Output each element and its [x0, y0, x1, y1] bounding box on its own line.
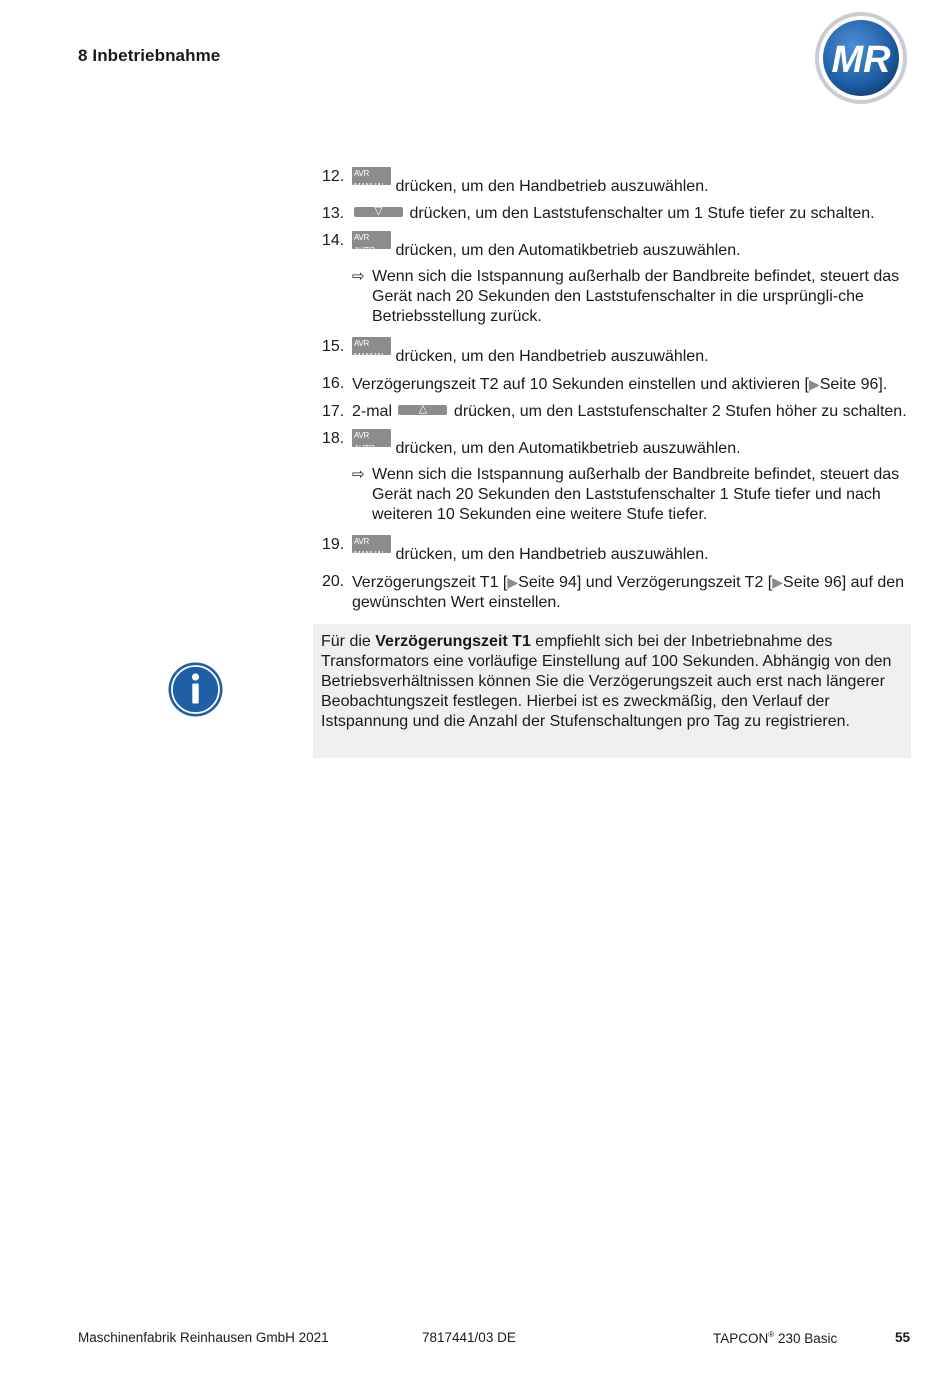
xref-arrow-icon: ▶ — [808, 376, 820, 392]
step-13: 13. ▽ drücken, um den Laststufenschalter um 1 Stufe tiefer zu schalten. — [322, 205, 875, 222]
avr-manual-key-icon: AVR MANUAL — [352, 167, 391, 185]
step-list — [322, 167, 917, 620]
cross-reference-link[interactable]: Seite 96 — [819, 376, 879, 393]
xref-arrow-icon: ▶ — [507, 574, 519, 590]
lower-key-icon: ▽ — [354, 207, 403, 217]
mr-logo — [813, 10, 909, 106]
step-15: 15. AVR MANUAL drücken, um den Handbetrieb auszuwählen. — [322, 338, 709, 365]
raise-key-icon: △ — [398, 405, 447, 415]
page-number: 55 — [895, 1330, 911, 1345]
footer-company: Maschinenfabrik Reinhausen GmbH 2021 — [78, 1330, 329, 1345]
step-18: 18. AVR AUTO drücken, um den Automatikbetrieb auszuwählen. — [322, 430, 741, 457]
logo-text: MR — [831, 39, 891, 81]
footer-doc-id: 7817441/03 DE — [422, 1330, 516, 1345]
avr-manual-key-icon: AVR MANUAL — [352, 337, 391, 355]
step-16: 16. Verzögerungszeit T2 auf 10 Sekunden einstellen und aktivieren [▶Seite 96]. — [322, 375, 888, 393]
step-20: 20. Verzögerungszeit T1 [▶Seite 94] und Verzögerungszeit T2 [▶Seite 96] auf den gewünschten Wert einstellen. — [322, 573, 905, 611]
cross-reference-link[interactable]: Seite 96 — [783, 574, 842, 591]
step-14: 14. AVR AUTO drücken, um den Automatikbetrieb auszuwählen. — [322, 232, 741, 259]
step-19: 19. AVR MANUAL drücken, um den Handbetrieb auszuwählen. — [322, 536, 709, 563]
avr-manual-key-icon: AVR MANUAL — [352, 535, 391, 553]
note-emphasis: Verzögerungszeit T1 — [375, 633, 531, 650]
avr-auto-key-icon: AVR AUTO — [352, 429, 391, 447]
xref-arrow-icon: ▶ — [772, 574, 784, 590]
step-18-result: ⇨ Wenn sich die Istspannung außerhalb der Bandbreite befindet, steuert das Gerät nach 20 Sekunden den Laststufenschalter 1 Stufe tiefer und nach weiteren 10 Sekunden eine weitere Stufe tiefer. — [352, 466, 900, 523]
result-arrow-icon: ⇨ — [352, 466, 365, 483]
avr-auto-key-icon: AVR AUTO — [352, 231, 391, 249]
chapter-heading: 8 Inbetriebnahme — [78, 46, 221, 65]
info-icon — [168, 662, 223, 717]
footer-product: TAPCON® 230 Basic — [713, 1330, 838, 1346]
cross-reference-link[interactable]: Seite 94 — [518, 574, 577, 591]
step-17: 17. 2-mal △ drücken, um den Laststufenschalter 2 Stufen höher zu schalten. — [322, 403, 907, 420]
step-12: 12. AVR MANUAL drücken, um den Handbetrieb auszuwählen. — [322, 168, 709, 195]
result-arrow-icon: ⇨ — [352, 268, 365, 285]
info-note: Für die Verzögerungszeit T1 empfiehlt sich bei der Inbetriebnahme des Transformators eine vorläufige Einstellung auf 100 Sekunden. Abhängig von den Betriebsverhältnissen können Sie die Verzögerungszeit auch erst nach längerer Beobachtungszeit festlegen. Hierbei ist es zweckmäßig, den Verlauf der Istspannung und die Anzahl der Stufenschaltungen pro Tag zu registrieren. — [313, 624, 911, 758]
step-14-result: ⇨ Wenn sich die Istspannung außerhalb der Bandbreite befindet, steuert das Gerät nach 20 Sekunden den Laststufenschalter in die ursprüngli-che Betriebsstellung zurück. — [352, 268, 900, 325]
